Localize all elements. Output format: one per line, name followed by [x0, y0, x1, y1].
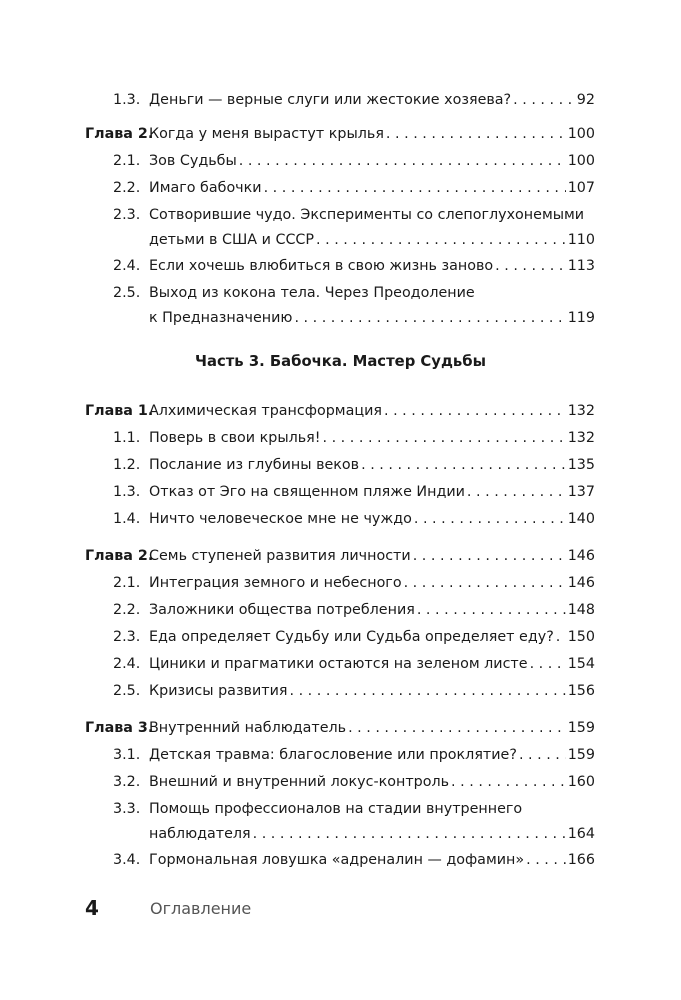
toc-section-entry: [85, 254, 595, 279]
toc-entry-title: Имаго бабочки: [149, 180, 262, 196]
dot-leader: [294, 306, 565, 331]
toc-entry-title: Послание из глубины веков: [149, 457, 360, 473]
dot-leader: [384, 399, 566, 424]
toc-entry-page: 148: [567, 602, 595, 618]
toc-entry-title: Гормональная ловушка «адреналин — дофамин»: [149, 852, 525, 868]
dot-leader: [323, 426, 566, 451]
toc-chapter-entry: [85, 544, 595, 569]
toc-chapter-entry: [85, 399, 595, 424]
toc-entry-number: 1.3.: [113, 484, 141, 500]
toc-section-entry: [85, 203, 595, 252]
toc-entry-title: Сотворившие чудо. Эксперименты со слепоглухонемыми: [149, 207, 585, 223]
toc-entry-number: Глава 3.: [85, 720, 154, 736]
toc-entry-number: 2.3.: [113, 629, 141, 645]
toc-entry-number: 2.4.: [113, 656, 141, 672]
toc-entry-number: Глава 2.: [85, 548, 154, 564]
toc-entry-page: 166: [567, 852, 595, 868]
toc-entry-number: 3.2.: [113, 774, 141, 790]
toc-entry-page: 113: [567, 258, 595, 274]
dot-leader: [264, 176, 566, 201]
dot-leader: [404, 571, 566, 596]
toc-entry-title: Зов Судьбы: [149, 153, 237, 169]
dot-leader: [530, 652, 566, 677]
dot-leader: [253, 822, 566, 847]
footer-section-title: Оглавление: [150, 899, 252, 918]
toc-section-entry: [85, 679, 595, 704]
toc-entry-number: 2.1.: [113, 153, 141, 169]
toc-entry-number: 2.1.: [113, 575, 141, 591]
toc-entry-page: 132: [567, 403, 595, 419]
toc-entry-title: наблюдателя: [149, 825, 251, 842]
toc-section-entry: [85, 625, 595, 650]
toc-entry-number: 2.2.: [113, 180, 141, 196]
dot-leader: [361, 453, 566, 478]
toc-section-entry: [85, 453, 595, 478]
toc-entry-title: Ничто человеческое мне не чуждо: [149, 511, 412, 527]
toc-entry-title: Поверь в свои крылья!: [149, 430, 321, 446]
dot-leader: [414, 507, 566, 532]
toc-entry-title: Циники и прагматики остаются на зеленом листе: [149, 656, 528, 672]
toc-entry-page: 107: [567, 180, 595, 196]
toc-entry-number: 2.5.: [113, 683, 141, 699]
toc-entry-number: 2.5.: [113, 285, 141, 301]
toc-entry-page: 154: [567, 656, 595, 672]
toc-entry-title: к Предназначению: [149, 309, 293, 326]
toc-entry-page: 100: [567, 153, 595, 169]
toc-entry-title: Деньги — верные слуги или жестокие хозяева?: [149, 92, 512, 108]
toc-entry-number: 1.2.: [113, 457, 141, 473]
toc-entry-title: Когда у меня вырастут крылья: [149, 126, 384, 142]
toc-entry-title: Кризисы развития: [149, 683, 288, 699]
toc-entry-page: 140: [567, 511, 595, 527]
dot-leader: [451, 770, 566, 795]
toc-entry-page: 150: [567, 629, 595, 645]
toc-entry-title: Внешний и внутренний локус-контроль: [149, 774, 450, 790]
toc-entry-page: 159: [567, 747, 595, 763]
toc-section-entry: [85, 598, 595, 623]
dot-leader: [467, 480, 566, 505]
toc-entry-page: 135: [567, 457, 595, 473]
toc-entry-page: 164: [567, 825, 595, 842]
dot-leader: [239, 149, 566, 174]
toc-section-entry: [85, 770, 595, 795]
footer-page-number: 4: [85, 896, 99, 920]
toc-entry-number: Глава 2.: [85, 126, 154, 142]
dot-leader: [316, 228, 566, 253]
toc-chapter-entry: [85, 122, 595, 147]
toc-entry-page: 110: [567, 231, 595, 248]
toc-section-entry: [85, 652, 595, 677]
toc-entry-title: Алхимическая трансформация: [149, 403, 382, 419]
dot-leader: [556, 625, 566, 650]
toc-section-entry: [85, 149, 595, 174]
toc-entry-number: 1.3.: [113, 92, 141, 108]
dot-leader: [495, 254, 566, 279]
dot-leader: [289, 679, 565, 704]
toc-section-entry: [85, 507, 595, 532]
toc-entry-page: 119: [567, 309, 595, 326]
toc-entry-page: 156: [567, 683, 595, 699]
toc-entry-page: 92: [576, 92, 595, 108]
part-title: Часть 3. Бабочка. Мастер Судьбы: [195, 353, 486, 370]
toc-entry-title: Отказ от Эго на священном пляже Индии: [149, 484, 465, 500]
dot-leader: [513, 88, 575, 113]
dot-leader: [519, 743, 566, 768]
toc-entry-title: Семь ступеней развития личности: [149, 548, 411, 564]
toc-entry-page: 160: [567, 774, 595, 790]
toc-section-entry: [85, 743, 595, 768]
toc-entry-number: 2.2.: [113, 602, 141, 618]
toc-entry-page: 146: [567, 575, 595, 591]
toc-entry-number: 2.4.: [113, 258, 141, 274]
toc-section-entry: [85, 88, 595, 113]
toc-entry-page: 137: [567, 484, 595, 500]
toc-entry-title: Интеграция земного и небесного: [149, 575, 402, 591]
toc-section-entry: [85, 176, 595, 201]
toc-entry-title: Выход из кокона тела. Через Преодоление: [149, 285, 475, 301]
toc-entry-page: 146: [567, 548, 595, 564]
toc-entry-page: 132: [567, 430, 595, 446]
toc-entry-number: 3.3.: [113, 801, 141, 817]
toc-entry-number: Глава 1.: [85, 403, 154, 419]
toc-section-entry: [85, 848, 595, 873]
toc-section-entry: [85, 480, 595, 505]
toc-entry-title: детьми в США и СССР: [149, 231, 315, 248]
dot-leader: [417, 598, 566, 623]
toc-chapter-entry: [85, 716, 595, 741]
toc-entry-title: Если хочешь влюбиться в свою жизнь заново: [149, 258, 494, 274]
toc-entry-number: 3.4.: [113, 852, 141, 868]
toc-section-entry: [85, 281, 595, 330]
dot-leader: [413, 544, 566, 569]
toc-entry-title: Еда определяет Судьбу или Судьба определяет еду?: [149, 629, 554, 645]
toc-entry-number: 1.4.: [113, 511, 141, 527]
toc-entry-title: Внутренний наблюдатель: [149, 720, 347, 736]
toc-entry-number: 1.1.: [113, 430, 141, 446]
dot-leader: [386, 122, 566, 147]
dot-leader: [348, 716, 566, 741]
toc-section-entry: [85, 426, 595, 451]
toc-section-entry: [85, 797, 595, 846]
toc-entry-title: Помощь профессионалов на стадии внутреннего: [149, 801, 523, 817]
toc-entry-title: Детская травма: благословение или проклятие?: [149, 747, 517, 763]
toc-entry-number: 3.1.: [113, 747, 141, 763]
toc-entry-page: 159: [567, 720, 595, 736]
toc-section-entry: [85, 571, 595, 596]
toc-entry-number: 2.3.: [113, 207, 141, 223]
toc-entry-page: 100: [567, 126, 595, 142]
dot-leader: [526, 848, 566, 873]
toc-entry-title: Заложники общества потребления: [149, 602, 415, 618]
